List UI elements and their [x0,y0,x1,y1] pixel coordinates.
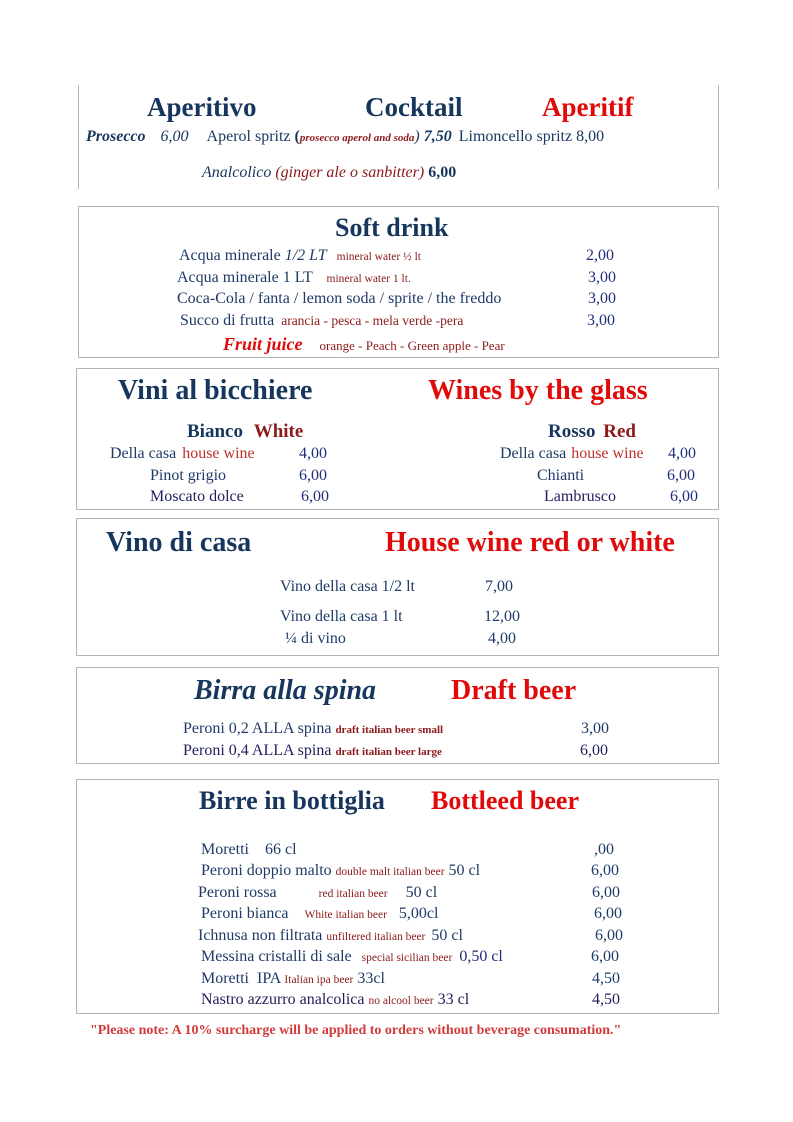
soft-drink-item: Acqua minerale 1/2 LT mineral water ½ lt [179,247,421,264]
house-wine-price: 4,00 [488,630,516,647]
bottled-beer-item: Peroni doppio malto double malt italian beer 50 cl [201,862,481,879]
heading-aperitivo: Aperitivo [147,92,257,122]
analcolico-desc: (ginger ale o sanbitter) [275,164,425,181]
soft-drink-price: 3,00 [587,312,615,329]
surcharge-note: "Please note: A 10% surcharge will be applied to orders without beverage consumation." [90,1023,622,1038]
analcolico-label: Analcolico [202,164,272,181]
wines-glass-title-en: Wines by the glass [428,375,648,406]
white-wine-item: Moscato dolce [150,488,244,505]
red-wine-item: Della casa house wine [500,445,644,462]
draft-beer-title-en: Draft beer [451,675,577,706]
analcolico-price: 6,00 [428,164,457,181]
analcolico-row [202,165,456,181]
bottled-beer-item: Moretti IPA Italian ipa beer 33cl [201,970,385,987]
bottled-beer-item: Peroni rossa red italian beer 50 cl [198,884,438,901]
red-heading: Rosso Red [548,421,636,442]
limoncello-label: Limoncello spritz [458,128,573,145]
bottled-beer-price: 4,50 [592,970,620,987]
house-wine-item: Vino della casa 1/2 lt [280,578,415,595]
white-wine-price: 4,00 [299,445,327,462]
draft-beer-price: 6,00 [580,742,608,759]
bottled-beer-price: 4,50 [592,991,620,1008]
soft-drink-price: 3,00 [588,269,616,286]
bottled-beer-item: Ichnusa non filtrata unfiltered italian beer 50 cl [198,927,463,944]
heading-cocktail: Cocktail [365,92,463,122]
bottled-beer-price: 6,00 [591,862,619,879]
house-wine-item: Vino della casa 1 lt [280,608,403,625]
heading-aperitif: Aperitif [542,92,634,122]
fruit-juice-row [223,335,505,354]
white-wine-item: Pinot grigio [150,467,227,484]
soft-drink-title: Soft drink [335,213,449,242]
soft-drink-item: Acqua minerale 1 LT mineral water 1 lt. [177,269,411,286]
white-wine-price: 6,00 [301,488,329,505]
bottled-beer-item: Messina cristalli di sale special sicilian beer 0,50 cl [201,948,503,965]
bottled-beer-title-it: Birre in bottiglia [199,786,385,815]
draft-beer-price: 3,00 [581,720,609,737]
draft-beer-title-it: Birra alla spina [194,675,377,706]
limoncello-price: 8,00 [576,128,605,145]
soft-drink-price: 3,00 [588,290,616,307]
house-wine-price: 12,00 [484,608,520,625]
prosecco-label: Prosecco [86,128,146,145]
white-heading: Bianco White [187,421,304,442]
house-wine-title-it: Vino di casa [106,527,252,558]
draft-beer-item: Peroni 0,4 ALLA spina draft italian beer large [183,742,442,759]
prosecco-price: 6,00 [160,128,189,145]
soft-drink-item: Coca-Cola / fanta / lemon soda / sprite / the freddo [177,290,502,307]
red-wine-price: 6,00 [667,467,695,484]
aperol-paren-close: ) [414,128,420,145]
house-wine-title-en: House wine red or white [385,527,675,558]
bottled-beer-title-en: Bottleed beer [431,786,580,815]
bottled-beer-price: 6,00 [591,948,619,965]
bottled-beer-price: 6,00 [592,884,620,901]
bottled-beer-price: ,00 [594,841,614,858]
bottled-beer-price: 6,00 [595,927,623,944]
aperol-label: Aperol spritz [206,128,291,145]
fruit-juice-label: Fruit juice [223,334,303,354]
aperol-price: 7,50 [423,128,452,145]
bottled-beer-item: Nastro azzurro analcolica no alcool beer 33 cl [201,991,470,1008]
wines-glass-title-it: Vini al bicchiere [118,375,313,406]
fruit-juice-desc: orange - Peach - Green apple - Pear [319,338,505,353]
white-wine-price: 6,00 [299,467,327,484]
aperol-paren-open: ( [294,128,300,145]
red-wine-price: 4,00 [668,445,696,462]
soft-drink-item: Succo di frutta arancia - pesca - mela verde -pera [180,312,464,329]
red-wine-item: Chianti [537,467,585,484]
bottled-beer-item: Moretti 66 cl [201,841,297,858]
white-wine-item: Della casa house wine [110,445,255,462]
red-wine-item: Lambrusco [544,488,616,505]
house-wine-item: ¼ di vino [285,630,346,647]
house-wine-price: 7,00 [485,578,513,595]
draft-beer-item: Peroni 0,2 ALLA spina draft italian beer small [183,720,444,737]
bottled-beer-price: 6,00 [594,905,622,922]
bottled-beer-item: Peroni bianca White italian beer 5,00cl [201,905,439,922]
soft-drink-price: 2,00 [586,247,614,264]
red-wine-price: 6,00 [670,488,698,505]
aperol-desc: prosecco aperol and soda [299,132,415,144]
aperitivo-row [86,129,604,145]
